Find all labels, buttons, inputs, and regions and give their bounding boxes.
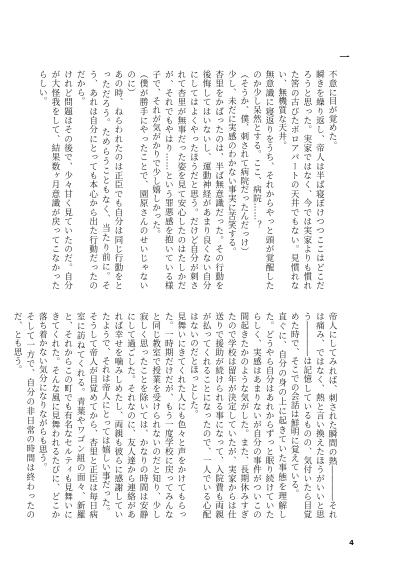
chapter-number: 一 xyxy=(337,52,348,62)
paragraph: （僕が勝手にやったことで、園原さんのせいじゃないのに） xyxy=(125,70,149,290)
paragraph: 不意に目が覚めた。 xyxy=(327,70,337,150)
lower-text-block xyxy=(12,312,338,519)
paragraph: 瞬きを繰り返し、帝人は半ば寝ぼけつつここはどこだろうと思った。実家ではなく、今では実家よりも慣れた筈の古びたボロアパートの天井でもない。見慣れない、無機質な天井。 xyxy=(276,70,325,290)
paragraph: 直ぐに、自分の身の上に起きていた事態を理解した。どうやら自分はあれからずっと眠り続けていたらしく、実感はあまりないが自分の事件がついこの間起きたかのような気がした。また、長期休みすぎたので学校は留年が決定していたが、実家からは仕送りで援助が続けられる事になって、入院費も両親が払ってくれることになったので、一人でいる心配はないのだとほっとした。 xyxy=(188,312,287,519)
paragraph: （そうか、僕、刺されて病院だったんだっけ） xyxy=(238,70,249,256)
paragraph: 杏里をかばったのは、半ば無意識だった。その行動を後悔してはいないし、運動神経があまり良くない自分にしてはよくやったほうだと思う。だけど自分が刺されて杏里が無事だった姿を見て安心したのはたしかだが、それでもやはり……という罪悪感を抱いている様子で、それが気がかりで少し嬉しかった。 xyxy=(150,70,224,290)
paragraph: 無意識に寝返りをうち、それからやっと頭が覚醒したのか少し呆然とする。ここ、病院……？ xyxy=(251,70,275,290)
paragraph: けれど問題はその後で、少々甘く見ていたのだ。自分が大怪我をして、結果数ヶ月意識が戻ってこなかったらしい。 xyxy=(37,70,73,290)
paragraph: そして一方で、自分の非日常の時間は終わったのだ、とも思う。 xyxy=(12,312,35,519)
paragraph: そうして帝人が目覚めてから、杏里と正臣は毎日病室に訪ねてくれる。青葉やワゴン組の面々、新羅と、それからこの町でも有名なセルティも見舞いにきてくれた。そんな風に見舞われるたびに、どこか落ち着かない気分になりながらも思う。 xyxy=(37,312,98,519)
page-number: 4 xyxy=(349,539,354,547)
paragraph: 帝人にしてみれば、刺された瞬間の熱――――それは痛み、ではなく、熱と言い換えたほうがいいと思う――――は記憶しているものの、気付いたら目覚めた時で、そこでの会話は鮮明に覚えている。 xyxy=(289,312,337,519)
paragraph: 少し、未だに実感のわかない事実に苦笑する。 xyxy=(226,70,237,256)
upper-text-block xyxy=(37,70,338,290)
paragraph: 見舞いにきてくれた人にも色々と声をかけてもらった。一時期だけだが、もう一度学校に戻ってみんなと同じ教室で授業を受けられないのだと知り、少し寂しく思ったことを除いては、かなりの時間は安静にして過ごした。それなのに、友人達から連絡があれば幸せを噛みしめたし、両親も彼らに感謝していたようで、それは帝人にとっては嬉しい事だった。 xyxy=(100,312,186,519)
paragraph: あの時、ねらわれたのは正臣でも自分は同じ行動をとっただろう。ためらうこともなく、当たり前に。そう、あれは自分にとっても本心から出た行動だったのだから。 xyxy=(75,70,123,290)
